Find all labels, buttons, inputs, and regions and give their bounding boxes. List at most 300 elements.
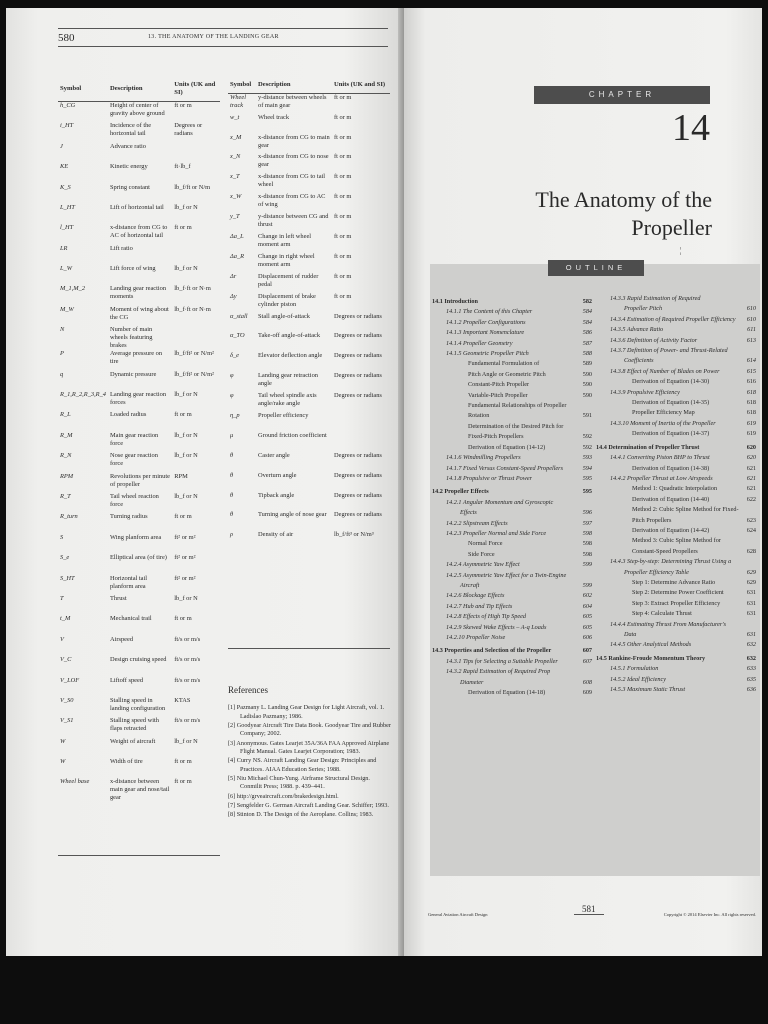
units-cell: KTAS: [174, 696, 191, 704]
outline-entry-page: 621: [746, 464, 756, 472]
outline-entry-page: 619: [746, 430, 756, 438]
outline-entry-page: 614: [746, 357, 756, 365]
outline-entry-page: 607: [582, 657, 592, 665]
symbol-cell: δ_e: [230, 352, 240, 360]
description-cell: Elevator deflection angle: [258, 352, 323, 360]
description-cell: Take-off angle-of-attack: [258, 332, 321, 340]
outline-entry-title: Pitch Angle or Geometric Pitch: [468, 370, 546, 378]
description-cell: Turning radius: [109, 513, 148, 521]
outline-entry-page: 632: [746, 654, 756, 662]
description-cell: Change in right wheel moment arm: [258, 252, 315, 268]
symbol-cell: y_T: [230, 213, 240, 221]
outline-entry-title: Data: [624, 631, 637, 638]
description-cell: Propeller efficiency: [258, 411, 309, 419]
table-row: [58, 554, 220, 574]
units-cell: [332, 412, 390, 432]
outline-label: OUTLINE: [548, 260, 644, 276]
units-cell: ft or m: [334, 173, 352, 181]
outline-entry-title: 14.4.5 Other Analytical Methods: [610, 641, 692, 649]
outline-entry-page: 628: [746, 547, 756, 555]
units-cell: lb_f/ft³ or N/m³: [334, 531, 374, 539]
symbol-cell: x_N: [230, 153, 241, 161]
outline-entry-title: Derivation of Equation (14-12): [468, 443, 546, 451]
description-cell: Tail wheel spindle axis angle/rake angle: [258, 392, 317, 408]
right-page-number: 581: [582, 904, 596, 914]
units-cell: ft or m: [174, 778, 192, 786]
col-header-description: Description: [108, 78, 172, 102]
description-cell: Kinetic energy: [109, 163, 148, 171]
outline-column-left: [432, 294, 592, 698]
outline-entry-page: 584: [582, 308, 592, 316]
symbol-cell: T: [60, 594, 64, 602]
outline-entry-title: 14.1.3 Important Nomenclature: [446, 329, 525, 337]
units-cell: lb_f or N: [174, 737, 198, 745]
table-row: [58, 636, 220, 656]
outline-entry-page: 629: [746, 578, 756, 586]
description-cell: Mechanical trail: [109, 615, 152, 623]
outline-entry-title: 14.2.8 Effects of High Tip Speed: [446, 613, 526, 621]
table-row: [228, 273, 390, 293]
outline-entry-title: Diameter: [460, 678, 484, 686]
table-row: [58, 285, 220, 305]
table-row: [228, 511, 390, 531]
units-cell: ft or m: [334, 94, 352, 102]
symbol-cell: θ: [230, 451, 234, 459]
outline-entry-page: 584: [582, 318, 592, 326]
outline-entry-title: Normal Force: [468, 540, 503, 548]
outline-entry-page: 624: [746, 526, 756, 534]
col-header-symbol: Symbol: [58, 78, 108, 102]
outline-entry-title: 14.1.5 Geometric Propeller Pitch: [446, 350, 529, 358]
outline-entry-title: Rotation: [468, 412, 490, 420]
outline-entry: [432, 646, 592, 656]
outline-entry: [596, 599, 756, 609]
outline-entry: [596, 419, 756, 429]
outline-entry-title: 14.5 Rankine-Froude Momentum Theory: [596, 654, 706, 662]
table-row: [58, 326, 220, 350]
table-row: [58, 245, 220, 265]
symbol-cell: L_HT: [60, 203, 75, 211]
units-cell: Degrees or radians: [174, 122, 203, 138]
outline-entry-title: 14.2.1 Angular Momentum and Gyroscopic: [446, 498, 554, 506]
outline-entry: [596, 505, 756, 515]
description-cell: Main gear reaction force: [109, 431, 159, 447]
outline-entry-title: Fundamental Formulation of: [468, 360, 540, 368]
description-cell: Elliptical area (of tire): [109, 554, 167, 562]
left-page-number: 580: [58, 32, 75, 44]
description-cell: Stalling speed with flaps retracted: [109, 717, 159, 733]
outline-entry-page: 602: [582, 592, 592, 600]
table-row: [58, 575, 220, 595]
units-cell: Degrees or radians: [334, 332, 382, 340]
outline-entry-title: Step 1: Determine Advance Ratio: [632, 578, 716, 586]
units-cell: ft or m: [174, 224, 192, 232]
symbol-cell: Δa_R: [230, 252, 245, 260]
description-cell: Advance ratio: [109, 142, 147, 150]
description-cell: Caster angle: [258, 451, 290, 459]
description-cell: Displacement of rudder pedal: [258, 272, 319, 288]
description-cell: Wheel track: [258, 113, 290, 121]
symbol-cell: ρ: [230, 531, 234, 539]
symbol-cell: α_TO: [230, 332, 245, 340]
description-cell: Dynamic pressure: [109, 370, 157, 378]
outline-entry-page: 582: [582, 298, 592, 305]
outline-entry-title: Step 4: Calculate Thrust: [632, 610, 692, 618]
symbol-cell: μ: [230, 431, 234, 439]
table-row: [58, 432, 220, 452]
outline-entry: [596, 664, 756, 674]
outline-entry-title: 14.3.1 Tips for Selecting a Suitable Propeller: [446, 657, 558, 665]
outline-entry: [596, 685, 756, 695]
table-row: [228, 153, 390, 173]
reference-item: [6] http://grveaircraft.com/brakedesign.html.: [228, 792, 339, 800]
outline-entry-title: Side Force: [468, 550, 495, 558]
outline-entry-page: 591: [582, 412, 592, 420]
symbol-cell: φ: [230, 392, 234, 400]
copyright-footer: Copyright © 2014 Elsevier Inc. All rights reserved.: [663, 912, 756, 917]
units-cell: Degrees or radians: [334, 451, 382, 459]
outline-entry: [596, 536, 756, 546]
table-row: [228, 332, 390, 352]
units-cell: lb_f/ft² or N/m²: [174, 370, 214, 378]
symbol-cell: S: [60, 533, 64, 541]
outline-entry: [432, 370, 592, 380]
outline-entry: [596, 474, 756, 484]
table-row: [228, 253, 390, 273]
table-row: [58, 371, 220, 391]
outline-entry-title: 14.2.5 Asymmetric Yaw Effect for a Twin-Engine: [446, 571, 567, 579]
units-cell: [172, 143, 220, 163]
description-cell: Weight of aircraft: [109, 737, 156, 745]
outline-entry-title: 14.5.1 Formulation: [610, 665, 659, 673]
outline-entry-title: Method 2: Cubic Spline Method for Fixed-: [632, 506, 739, 514]
table-row: [228, 94, 390, 114]
symbol-cell: Wheel track: [230, 94, 246, 110]
outline-entry: [432, 453, 592, 463]
outline-entry-page: 633: [746, 665, 756, 673]
reference-item: [2] Goodyear Aircraft Tire Data Book. Goodyear Tire and Rubber Company; 2002.: [228, 721, 391, 738]
outline-entry-title: Variable-Pitch Propeller: [468, 391, 528, 399]
symbol-cell: x_T: [230, 173, 240, 181]
outline-entry-title: 14.4.4 Estimating Thrust From Manufacturer's: [610, 620, 727, 628]
units-cell: ft/s or m/s: [174, 635, 201, 643]
outline-entry-page: 605: [582, 613, 592, 621]
units-cell: ft or m: [334, 213, 352, 221]
description-cell: Density of air: [258, 531, 294, 539]
outline-entry-title: 14.3.8 Effect of Number of Blades on Power: [610, 367, 720, 375]
outline-entry: [596, 304, 756, 314]
symbol-cell: x_M: [230, 133, 242, 141]
description-cell: y-distance between CG and thrust: [258, 213, 329, 229]
outline-entry-page: 622: [746, 495, 756, 503]
symbol-cell: S_HT: [60, 574, 75, 582]
units-cell: ft or m: [334, 252, 352, 260]
outline-entry-page: 609: [582, 689, 592, 697]
table-row: [228, 452, 390, 472]
outline-entry: [432, 571, 592, 581]
description-cell: Height of center of gravity above ground: [109, 102, 165, 118]
description-cell: Displacement of brake cylinder piston: [258, 292, 316, 308]
references-section: [228, 684, 392, 821]
outline-entry: [596, 675, 756, 685]
table-row: [58, 656, 220, 676]
table-row: [58, 717, 220, 737]
outline-entry-page: 631: [746, 589, 756, 597]
outline-entry: [432, 508, 592, 518]
outline-entry-page: 621: [746, 485, 756, 493]
outline-entry-title: Propeller Efficiency Table: [624, 568, 689, 576]
book-title-footer: General Aviation Aircraft Design: [428, 912, 488, 917]
outline-entry-page: 588: [582, 350, 592, 358]
table-row: [228, 531, 390, 551]
outline-entry-page: 598: [582, 540, 592, 548]
references-heading: References: [228, 685, 268, 695]
outline-entry: [596, 325, 756, 335]
table-row: [228, 412, 390, 432]
table-row: [58, 143, 220, 163]
symbol-cell: x_W: [230, 193, 242, 201]
symbol-cell: RPM: [60, 472, 74, 480]
symbol-cell: t_M: [60, 615, 71, 623]
outline-entry-title: Constant-Speed Propellers: [632, 547, 698, 555]
outline-entry: [596, 547, 756, 557]
description-cell: Loaded radius: [109, 411, 147, 419]
outline-entry: [596, 620, 756, 630]
units-cell: ft/s or m/s: [174, 656, 201, 664]
outline-entry-page: 631: [746, 610, 756, 618]
outline-entry: [432, 380, 592, 390]
outline-entry-page: 629: [746, 568, 756, 576]
description-cell: Incidence of the horizontal tail: [109, 122, 152, 138]
description-cell: Nose gear reaction force: [109, 452, 158, 468]
outline-entry-page: 610: [746, 305, 756, 313]
outline-entry: [432, 667, 592, 677]
table-row: [58, 163, 220, 183]
outline-entry-title: Determination of the Desired Pitch for: [468, 422, 564, 430]
table-rule: [58, 855, 220, 856]
outline-entry-title: 14.1.2 Propeller Configurations: [446, 318, 526, 326]
outline-entry: [596, 398, 756, 408]
outline-entry-title: Method 3: Cubic Spline Method for: [632, 537, 721, 545]
description-cell: Stall angle-of-attack: [258, 312, 310, 320]
outline-entry: [596, 388, 756, 398]
outline-entry-page: 632: [746, 641, 756, 649]
header-rule: [58, 28, 388, 29]
outline-entry: [596, 464, 756, 474]
outline-entry: [432, 581, 592, 591]
symbol-cell: S_e: [60, 554, 70, 562]
table-row: [58, 778, 220, 802]
symbol-cell: LR: [60, 244, 68, 252]
symbol-cell: P: [60, 350, 64, 358]
description-cell: x-distance from CG to nose gear: [258, 153, 329, 169]
outline-entry-title: Derivation of Equation (14-42): [632, 526, 710, 534]
description-cell: Liftoff speed: [109, 676, 144, 684]
symbol-cell: L_W: [60, 265, 73, 273]
outline-entry-page: 636: [746, 686, 756, 694]
description-cell: Width of tire: [109, 758, 143, 766]
outline-entry: [432, 297, 592, 307]
outline-entry-title: 14.2.9 Skewed Wake Effects – A-q Loads: [446, 623, 547, 631]
outline-entry: [596, 640, 756, 650]
outline-entry-title: 14.5.2 Ideal Efficiency: [610, 675, 667, 683]
symbol-cell: V_S0: [60, 696, 74, 704]
outline-entry-page: 618: [746, 399, 756, 407]
outline-entry-title: 14.2.4 Asymmetric Yaw Effect: [446, 561, 520, 569]
symbol-cell: θ: [230, 471, 234, 479]
description-cell: Tipback angle: [258, 491, 295, 499]
units-cell: ft or m: [174, 411, 192, 419]
outline-entry-title: 14.4.1 Converting Piston BHP to Thrust: [610, 454, 710, 462]
symbol-cell: q: [60, 370, 64, 378]
outline-entry: [432, 539, 592, 549]
outline-entry-page: 592: [582, 443, 592, 451]
symbol-table-right: [228, 78, 390, 551]
outline-column-right: [596, 294, 756, 695]
outline-entry: [596, 630, 756, 640]
units-cell: lb_f or N: [174, 594, 198, 602]
outline-entry: [596, 654, 756, 664]
outline-entry: [596, 526, 756, 536]
symbol-cell: θ: [230, 511, 234, 519]
outline-entry-title: Derivation of Equation (14-35): [632, 399, 710, 407]
description-cell: Revolutions per minute of propeller: [109, 472, 170, 488]
outline-entry-page: 619: [746, 419, 756, 427]
outline-entry: [432, 328, 592, 338]
description-cell: Turning angle of nose gear: [258, 511, 327, 519]
reference-item: [5] Niu Michael Chun-Yung. Airframe Structural Design. Conmilit Press; 1988. p. 439–441.: [228, 775, 370, 791]
units-cell: lb_f or N: [174, 203, 198, 211]
symbol-cell: Wheel base: [60, 778, 90, 786]
symbol-cell: Δr: [230, 272, 237, 280]
outline-entry-page: 592: [582, 433, 592, 441]
table-row: [58, 122, 220, 142]
table-row: [228, 432, 390, 452]
outline-entry-page: 621: [746, 474, 756, 482]
outline-entry: [432, 560, 592, 570]
units-cell: lb_f or N: [174, 391, 198, 399]
units-cell: ft or m: [334, 193, 352, 201]
outline-entry-page: 590: [582, 391, 592, 399]
outline-entry-title: Step 3: Extract Propeller Efficiency: [632, 599, 721, 607]
header-rule-lower: [58, 46, 388, 47]
table-row: [228, 213, 390, 233]
description-cell: Landing gear reaction moments: [109, 285, 167, 301]
outline-entry-title: 14.1.6 Windmilling Propellers: [446, 454, 521, 462]
table-row: [228, 293, 390, 313]
description-cell: Overturn angle: [258, 471, 297, 479]
description-cell: Lift ratio: [109, 244, 133, 252]
symbol-cell: Δy: [230, 292, 237, 300]
col-header-units: Units (UK and SI): [332, 78, 390, 94]
outline-entry-page: 635: [746, 675, 756, 683]
outline-entry: [432, 612, 592, 622]
units-cell: Degrees or radians: [334, 491, 382, 499]
outline-entry: [432, 623, 592, 633]
outline-entry-title: Fixed-Pitch Propellers: [468, 433, 524, 441]
references-list: [228, 704, 392, 820]
chapter-title: The Anatomy of the Propeller: [535, 187, 712, 240]
outline-entry-title: Derivation of Equation (14-37): [632, 430, 710, 438]
outline-entry: [432, 339, 592, 349]
outline-entry-page: 623: [746, 516, 756, 524]
units-cell: Degrees or radians: [334, 352, 382, 360]
outline-entry-page: 586: [582, 329, 592, 337]
right-page: [404, 8, 762, 956]
outline-entry: [596, 578, 756, 588]
table-row: [228, 114, 390, 134]
outline-entry-title: 14.2.3 Propeller Normal and Side Force: [446, 529, 547, 537]
units-cell: [332, 432, 390, 452]
symbol-cell: h_CG: [60, 102, 76, 110]
outline-entry-title: Effects: [460, 509, 477, 517]
outline-entry-page: 590: [582, 381, 592, 389]
table-row: [228, 492, 390, 512]
outline-entry: [432, 498, 592, 508]
outline-entry: [432, 443, 592, 453]
outline-entry-page: 611: [747, 326, 756, 334]
outline-entry-page: 596: [582, 509, 592, 517]
units-cell: Degrees or radians: [334, 392, 382, 400]
outline-entry: [596, 443, 756, 453]
description-cell: Landing gear retraction angle: [258, 372, 318, 388]
outline-entry: [596, 377, 756, 387]
outline-entry-page: 587: [582, 339, 592, 347]
description-cell: x-distance from CG to tail wheel: [258, 173, 326, 189]
outline-entry: [596, 346, 756, 356]
outline-entry-page: 599: [582, 581, 592, 589]
units-cell: ft/s or m/s: [174, 717, 201, 725]
units-cell: lb_f or N: [174, 493, 198, 500]
outline-entry: [596, 557, 756, 567]
outline-entry-title: 14.3.4 Estimation of Required Propeller Efficiency: [610, 315, 736, 323]
outline-entry-title: 14.2.2 Slipstream Effects: [446, 519, 508, 527]
table-row: [228, 233, 390, 253]
units-cell: ft or m: [174, 615, 192, 623]
table-row: [58, 513, 220, 533]
units-cell: ft² or m²: [174, 574, 196, 582]
description-cell: x-distance from CG to main gear: [258, 133, 330, 149]
outline-entry: [596, 588, 756, 598]
outline-entry-page: 610: [746, 315, 756, 323]
outline-entry-title: 14.2.10 Propeller Noise: [446, 634, 506, 641]
outline-entry: [596, 294, 756, 304]
outline-entry-title: Derivation of Equation (14-18): [468, 689, 546, 697]
units-cell: ft or m: [334, 133, 352, 141]
description-cell: x-distance from CG to AC of wing: [258, 193, 326, 209]
units-cell: ft or m: [334, 272, 352, 280]
outline-entry-title: Constant-Pitch Propeller: [468, 381, 530, 389]
outline-entry-page: 615: [746, 367, 756, 375]
outline-entry: [432, 349, 592, 359]
outline-entry-title: 14.2 Propeller Effects: [432, 488, 489, 496]
outline-entry-page: 605: [582, 623, 592, 631]
outline-entry-title: 14.3.2 Rapid Estimation of Required Prop: [446, 668, 551, 676]
outline-entry-title: 14.3.9 Propulsive Efficiency: [610, 388, 680, 396]
outline-entry-title: Derivation of Equation (14-30): [632, 378, 710, 386]
description-cell: Change in left wheel moment arm: [258, 232, 312, 248]
outline-entry-page: 595: [582, 474, 592, 482]
outline-entry: [432, 474, 592, 484]
outline-entry: [432, 401, 592, 411]
outline-entry-title: 14.1 Introduction: [432, 298, 478, 305]
outline-entry-page: 593: [582, 454, 592, 462]
symbol-cell: R_T: [60, 493, 71, 500]
units-cell: ft/s or m/s: [174, 676, 201, 684]
table-row: [58, 473, 220, 493]
description-cell: Lift force of wing: [109, 265, 156, 273]
symbol-cell: θ: [230, 491, 234, 499]
